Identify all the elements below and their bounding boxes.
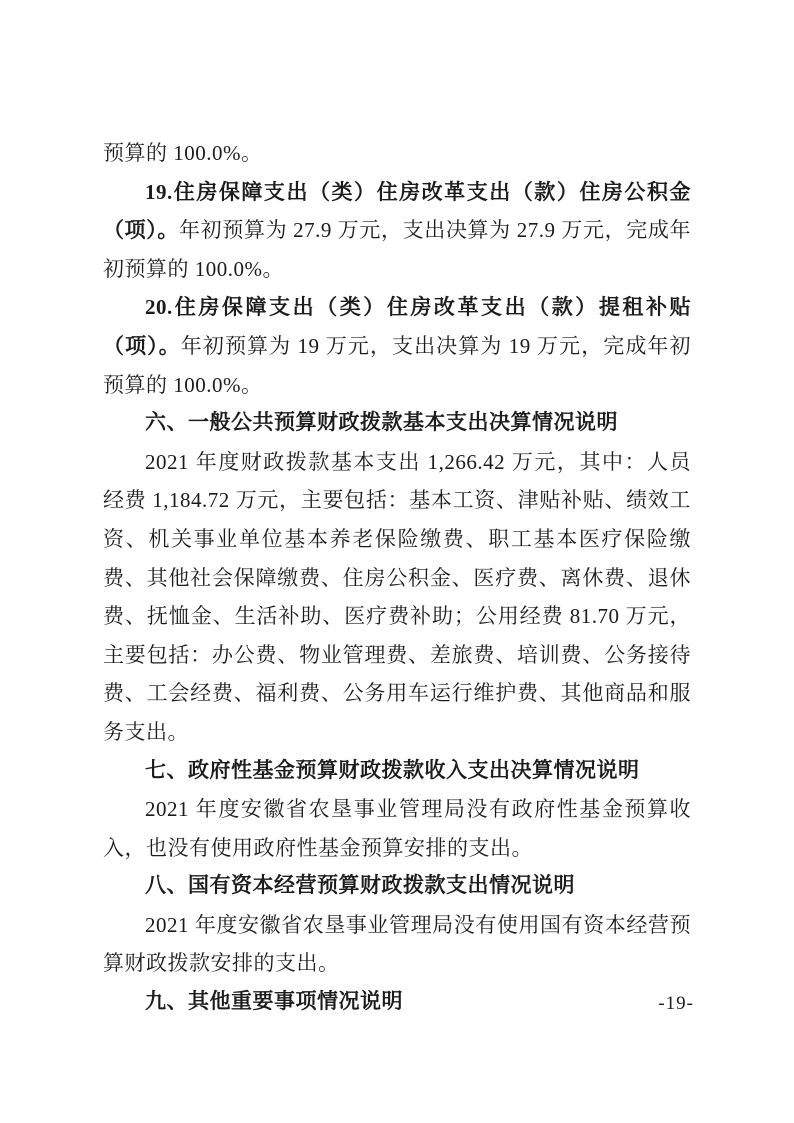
paragraph-section-7: 2021 年度安徽省农垦事业管理局没有政府性基金预算收入，也没有使用政府性基金预算安排的支出。 [103,797,691,860]
paragraph-section-8: 2021 年度安徽省农垦事业管理局没有使用国有资本经营预算财政拨款安排的支出。 [103,912,691,976]
paragraph-continuation: 预算的 100.0%。 [103,141,263,165]
item-20-lead: 20.住房保障支出（类）住房改革支出（款）提租补贴（项）。 [103,295,691,358]
heading-section-7: 七、政府性基金预算财政拨款收入支出决算情况说明 [145,758,640,782]
heading-section-9: 九、其他重要事项情况说明 [145,990,403,1014]
document-body [103,134,691,1022]
item-19-lead: 19.住房保障支出（类）住房改革支出（款）住房公积金（项）。 [103,179,691,243]
paragraph-item-20 [103,288,691,404]
heading-section-6: 六、一般公共预算财政拨款基本支出决算情况说明 [145,411,618,435]
paragraph-item-19 [103,173,691,289]
heading-section-8: 八、国有资本经营预算财政拨款支出情况说明 [145,874,575,898]
item-19-body: 年初预算为 27.9 万元，支出决算为 27.9 万元，完成年初预算的 100.0%。 [103,218,692,281]
page-number: -19- [658,993,694,1014]
paragraph-section-6: 2021 年度财政拨款基本支出 1,266.42 万元，其中：人员经费 1,184.72 万元，主要包括：基本工资、津贴补贴、绩效工资、机关事业单位基本养老保险缴费、职工基本医疗保险缴费、其他社会保障缴费、住房公积金、医疗费、离休费、退休费、抚恤金、生活补助、医疗费补助；公用经费 81.70 万元，主要包括：办公费、物业管理费、差旅费、培训费、公务接待费、工会经费、福利费、公务用车运行维护费、其他商品和服务支出。 [103,449,691,744]
item-20-body: 年初预算为 19 万元，支出决算为 19 万元，完成年初预算的 100.0%。 [103,333,691,397]
